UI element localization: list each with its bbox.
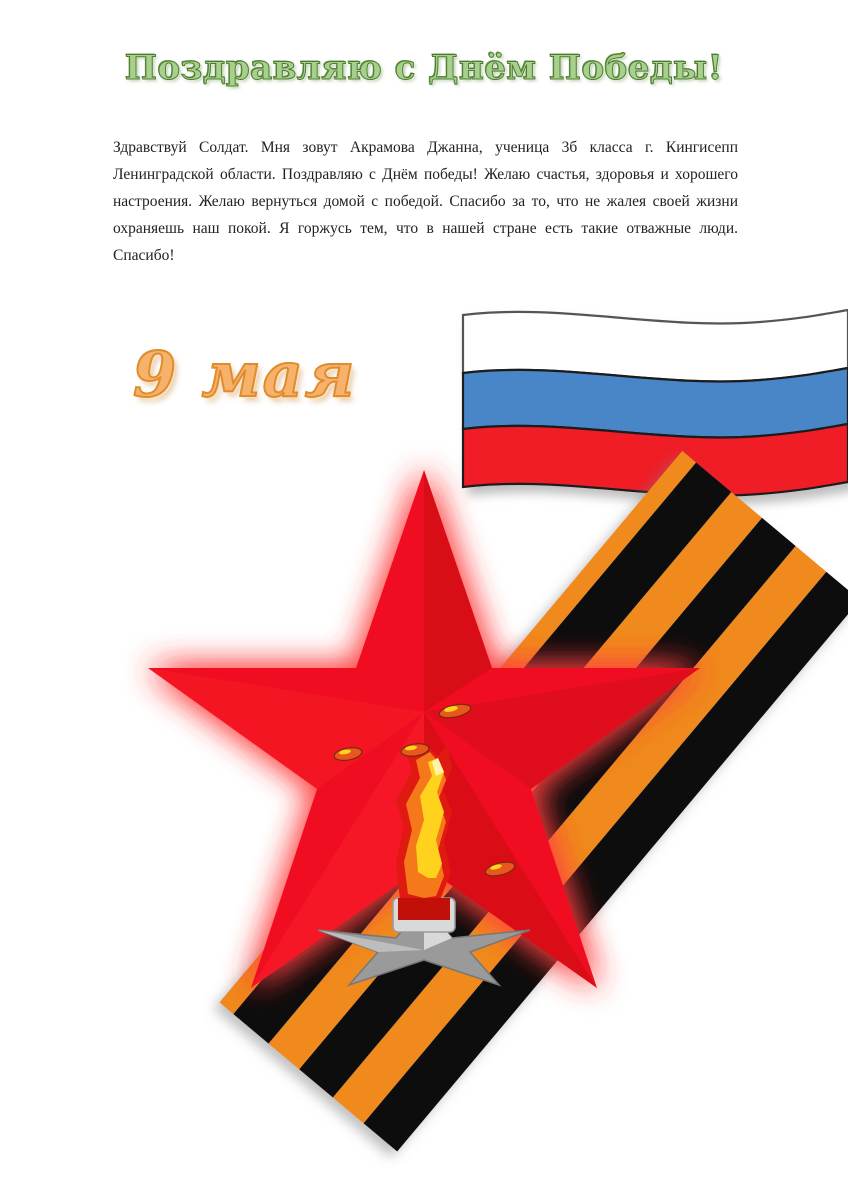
letter-body-text: Здравствуй Солдат. Мня зовут Акрамова Джанна, ученица 3б класса г. Кингисепп Ленинградской области. Поздравляю с Днём победы! Желаю счастья, здоровья и хорошего настроения. Желаю вернуться домой с победой. Спасибо за то, что не жалея своей жизни охраняешь наш покой. Я горжусь тем, что в нашей стране есть такие отважные люди. Спасибо!: [113, 138, 738, 264]
page-title: Поздравляю с Днём Победы!: [124, 48, 724, 88]
nine-may-wordart: 9 мая: [133, 338, 357, 411]
